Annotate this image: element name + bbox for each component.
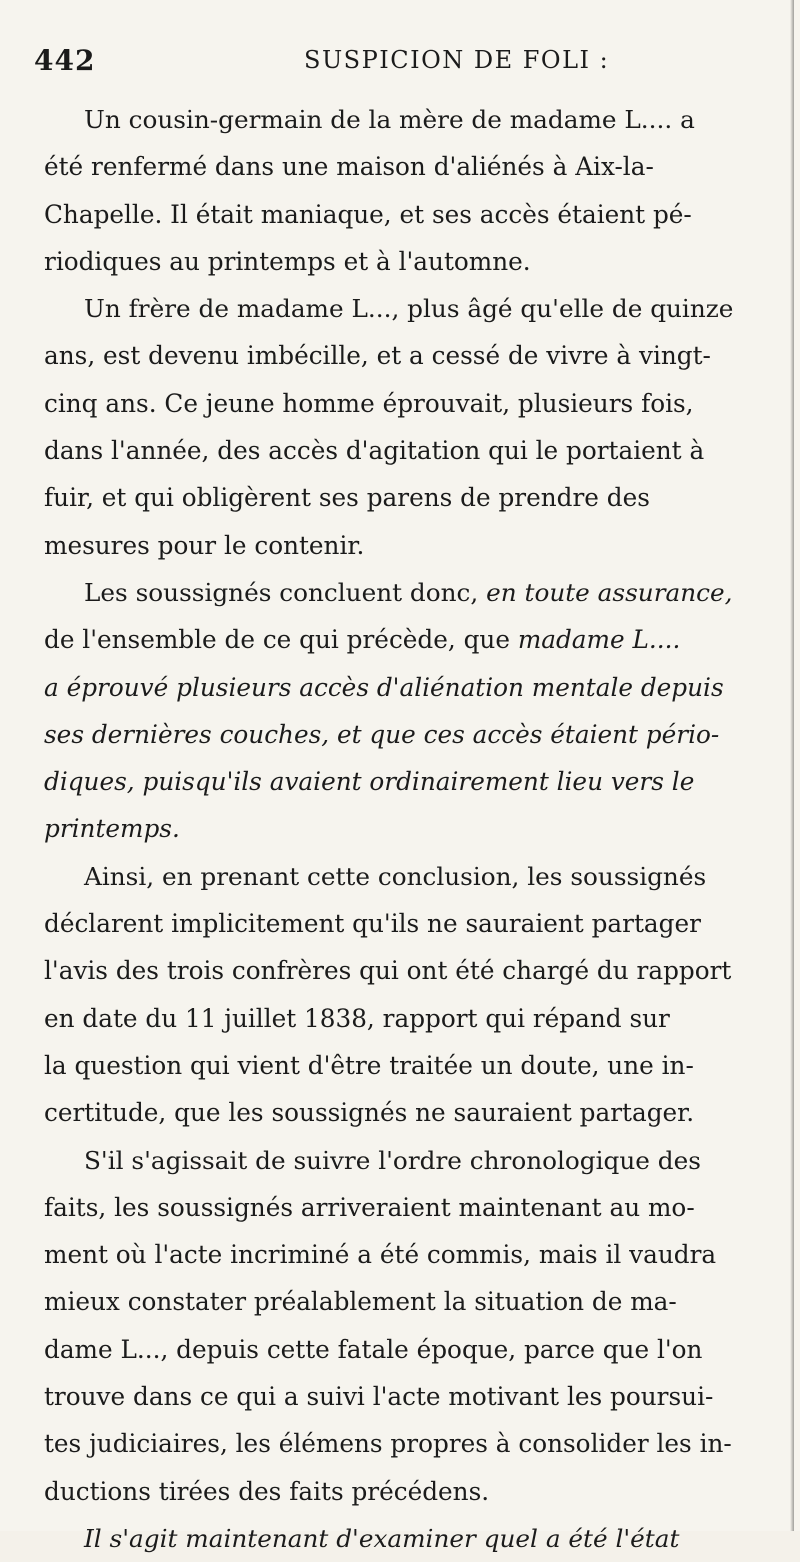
text-line: faits, les soussignés arriveraient maintenant au mo- [44,1192,695,1222]
text-line: diques, puisqu'ils avaient ordinairement lieu vers le [44,767,695,797]
text-line: cinq ans. Ce jeune homme éprouvait, plusieurs fois, [44,388,694,418]
text-line: ans, est devenu imbécille, et a cessé de vivre à vingt- [44,341,711,371]
text-line: a éprouvé plusieurs accès d'aliénation mentale depuis [44,672,724,702]
text-line: la question qui vient d'être traitée un doute, une in- [44,1050,694,1080]
text-line: Un cousin-germain de la mère de madame L.... a [84,105,695,134]
text-line: l'avis des trois confrères qui ont été chargé du rapport [44,956,732,986]
text-line: mieux constater préalablement la situation de ma- [44,1287,677,1317]
text-line: riodiques au printemps et à l'automne. [44,246,531,276]
text-line: Il s'agit maintenant d'examiner quel a été l'état [84,1523,680,1553]
page-header [34,44,772,90]
text-line: dame L..., depuis cette fatale époque, parce que l'on [44,1334,703,1364]
text-line: ductions tirées des faits précédens. [44,1476,490,1506]
text-line: tes judiciaires, les élémens propres à consolider les in- [44,1429,732,1459]
text-line: de l'ensemble de ce qui précède, que madame L.... [44,625,681,655]
text-line: mesures pour le contenir. [44,530,365,560]
text-line: dans l'année, des accès d'agitation qui le portaient à [44,436,705,466]
page-number: 442 [34,44,96,77]
text-line: été renfermé dans une maison d'aliénés à Aix-la- [44,152,654,182]
text-line: Les soussignés concluent donc, en toute assurance, [84,577,733,607]
text-line: certitude, que les soussignés ne sauraient partager. [44,1098,695,1128]
running-head: SUSPICION DE FOLI : [304,46,610,74]
text-line: en date du 11 juillet 1838, rapport qui répand sur [44,1003,670,1033]
text-line: ses dernières couches, et que ces accès étaient pério- [44,719,720,749]
text-line: S'il s'agissait de suivre l'ordre chronologique des [84,1145,701,1175]
text-line: déclarent implicitement qu'ils ne sauraient partager [44,909,701,939]
text-line: trouve dans ce qui a suivi l'acte motivant les poursui- [44,1382,714,1412]
text-line: Ainsi, en prenant cette conclusion, les soussignés [84,861,707,891]
text-line: printemps. [44,814,180,844]
text-line: fuir, et qui obligèrent ses parens de prendre des [44,483,650,513]
text-line: Un frère de madame L..., plus âgé qu'elle de quinze [84,294,734,324]
text-line: Chapelle. Il était maniaque, et ses accès étaient pé- [44,199,692,229]
body-text [44,96,792,1562]
text-line: ment où l'acte incriminé a été commis, mais il vaudra [44,1240,717,1270]
